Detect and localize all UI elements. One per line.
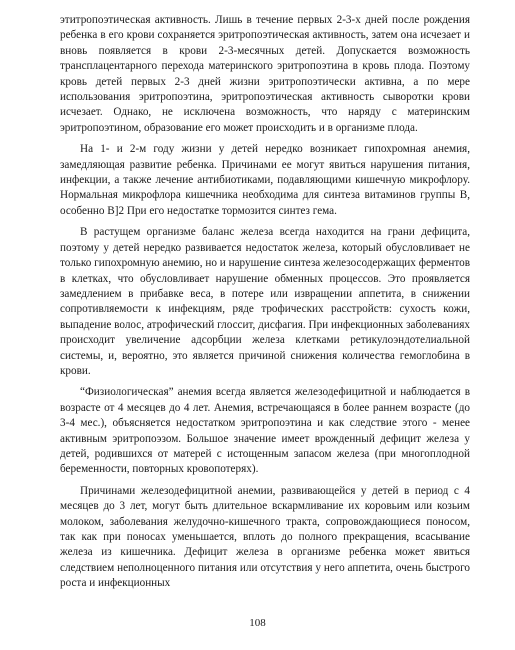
paragraph-1: этитропоэтическая активность. Лишь в течение первых 2-3-х дней после рождения ребенка в его крови сохраняется эритропоэтическая активность, затем она исчезает и вновь появляется в крови 2-3-месячных детей. Допускается возможность трансплацентарного перехода материнского эритропоэтина в кровь плода. Поэтому кровь детей первых 2-3 дней жизни эритропоэтически активна, а по мере использования эритропоэтина, эритропоэтическая активность сыворотки крови исчезает. Однако, не исключена возможность, что наряду с материнским эритропоэтином, образование его может происходить и в организме плода. (60, 14, 470, 134)
paragraph-3: В растущем организме баланс железа всегда находится на грани дефицита, поэтому у детей нередко развивается недостаток железа, который обусловливает не только гипохромную анемию, но и нарушение синтеза железосодержащих ферментов в клетках, что обусловливает нарушение обменных процессов. Это проявляется замедлением в прибавке веса, в потере или извращении аппетита, в снижении сопротивляемости к инфекциям, ряде трофических расстройств: сухость кожи, выпадение волос, атрофический глоссит, дисфагия. При инфекционных заболеваниях происходит увеличение адсорбции железа клетками ретикулоэндотелиальной системы, и, вероятно, это является причиной снижения количества гемоглобина в крови. (60, 226, 470, 377)
paragraph-5: Причинами железодефицитной анемии, развивающейся у детей в период с 4 месяцев до 3 лет, могут быть длительное вскармливание их коровьим или козьим молоком, заболевания желудочно-кишечного тракта, сопровождающиеся поносом, так как при поносах уменьшается, вплоть до полного прекращения, всасывание железа из кишечника. Дефицит железа в организме ребенка может явиться следствием неполноценного питания или отсутствия у него аппетита, очень быстрого роста и инфекционных (60, 484, 470, 590)
page-number: 108 (249, 617, 266, 629)
paragraph-4: “Физиологическая” анемия всегда является железодефицитной и наблюдается в возрасте от 4 месяцев до 4 лет. Анемия, встречающаяся в более раннем возрасте (до 3-4 мес.), объясняется недостатком эритропоэтина и как следствие этого - менее активным эритропоэзом. Большое значение имеет врожденный дефицит железа у детей, родившихся от матерей с истощенным запасом железа (при многоплодной беременности, повторных кровопотерях). (60, 386, 470, 476)
paragraph-2: На 1- и 2-м году жизни у детей нередко возникает гипохромная анемия, замедляющая развитие ребенка. Причинами ее могут явиться нарушения питания, инфекции, а также лечение антибиотиками, подавляющими кишечную микрофлору. Нормальная микрофлора кишечника необходима для синтеза витаминов группы В, особенно В]2 При его недостатке тормозится синтез гема. (60, 143, 470, 217)
page-body (60, 13, 470, 592)
